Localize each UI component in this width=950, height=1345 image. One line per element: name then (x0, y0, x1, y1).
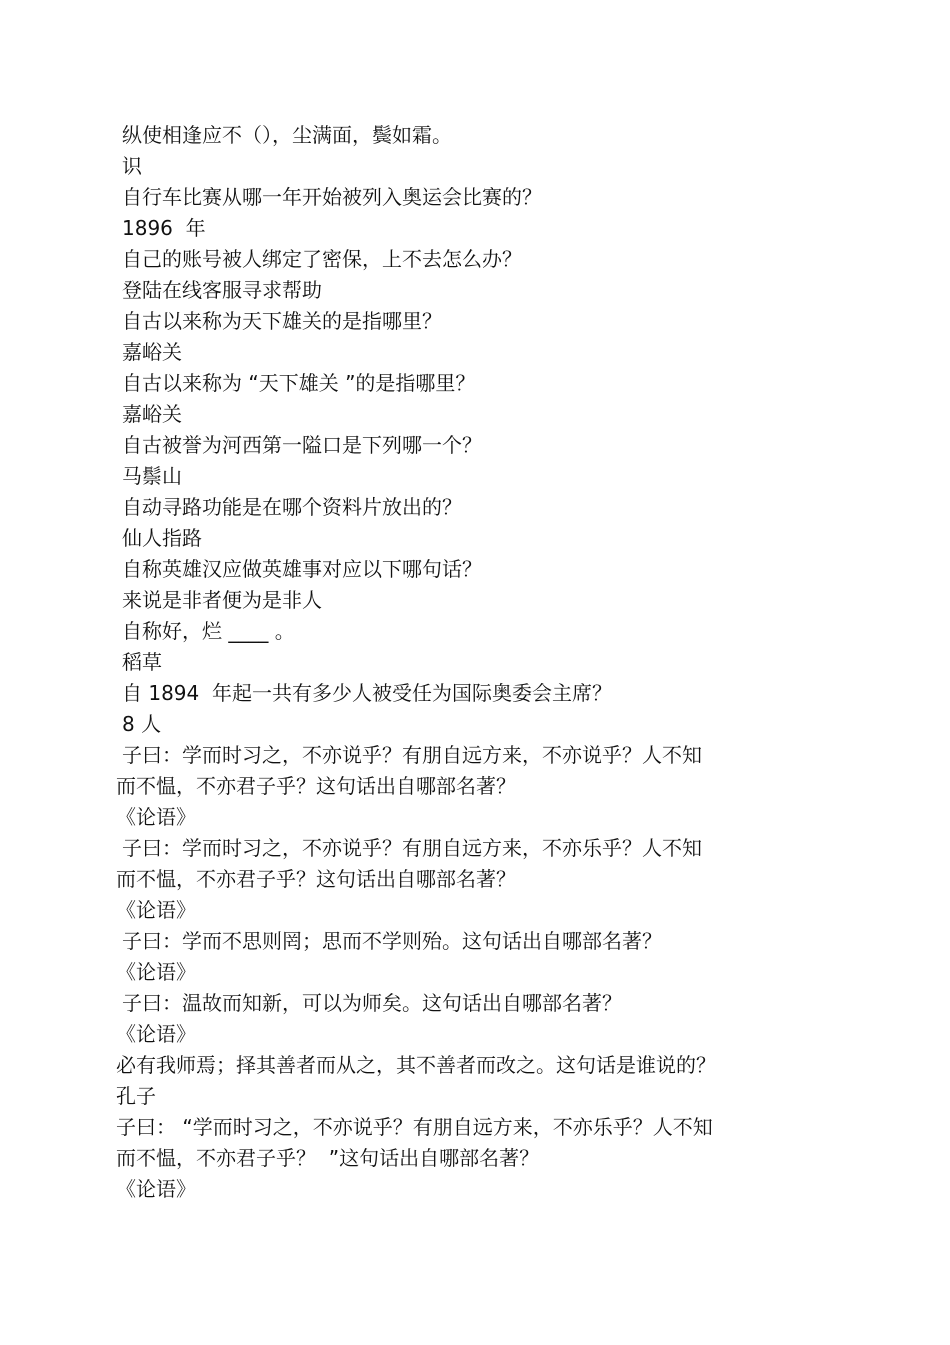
doc-line-25: 而不愠，不亦君子乎？这句话出自哪部名著？ (116, 867, 516, 891)
doc-line-11: 自古被誉为河西第一隘口是下列哪一个？ (122, 433, 482, 457)
doc-line-34: 而不愠，不亦君子乎？ ”这句话出自哪部名著？ (116, 1146, 540, 1170)
doc-line-7: 自古以来称为天下雄关的是指哪里？ (122, 309, 442, 333)
doc-line-19: 自 1894 年起一共有多少人被受任为国际奥委会主席？ (122, 681, 612, 705)
doc-line-2: 识 (122, 154, 142, 178)
doc-line-26: 《论语》 (116, 898, 196, 922)
doc-line-14: 仙人指路 (122, 526, 202, 550)
doc-line-35: 《论语》 (116, 1177, 196, 1201)
doc-line-6: 登陆在线客服寻求帮助 (122, 278, 322, 302)
doc-line-4: 1896 年 (122, 216, 206, 240)
doc-line-10: 嘉峪关 (122, 402, 182, 426)
doc-line-27: 子曰：学而不思则罔；思而不学则殆。这句话出自哪部名著？ (122, 929, 662, 953)
doc-line-5: 自己的账号被人绑定了密保，上不去怎么办？ (122, 247, 522, 271)
doc-line-21: 子曰：学而时习之，不亦说乎？有朋自远方来，不亦说乎？人不知 (122, 743, 702, 767)
doc-line-8: 嘉峪关 (122, 340, 182, 364)
doc-line-9: 自古以来称为 “天下雄关 ”的是指哪里？ (122, 371, 476, 395)
doc-line-18: 稻草 (122, 650, 162, 674)
doc-line-15: 自称英雄汉应做英雄事对应以下哪句话？ (122, 557, 482, 581)
doc-line-1: 纵使相逢应不（），尘满面，鬓如霜。 (122, 123, 452, 147)
doc-line-30: 《论语》 (116, 1022, 196, 1046)
document-body (116, 120, 796, 1205)
doc-line-29: 子曰：温故而知新，可以为师矣。这句话出自哪部名著？ (122, 991, 622, 1015)
doc-line-20: 8 人 (122, 712, 162, 736)
doc-line-31: 必有我师焉；择其善者而从之，其不善者而改之。这句话是谁说的？ (116, 1053, 716, 1077)
doc-line-23: 《论语》 (116, 805, 196, 829)
doc-line-28: 《论语》 (116, 960, 196, 984)
doc-line-13: 自动寻路功能是在哪个资料片放出的？ (122, 495, 462, 519)
doc-line-33: 子曰： “学而时习之，不亦说乎？有朋自远方来，不亦乐乎？人不知 (116, 1115, 713, 1139)
doc-line-3: 自行车比赛从哪一年开始被列入奥运会比赛的？ (122, 185, 542, 209)
doc-line-24: 子曰：学而时习之，不亦说乎？有朋自远方来，不亦乐乎？人不知 (122, 836, 702, 860)
doc-line-16: 来说是非者便为是非人 (122, 588, 322, 612)
doc-line-17: 自称好，烂 ____ 。 (122, 619, 295, 643)
doc-line-22: 而不愠，不亦君子乎？这句话出自哪部名著？ (116, 774, 516, 798)
doc-line-12: 马鬃山 (122, 464, 182, 488)
doc-line-32: 孔子 (116, 1084, 156, 1108)
